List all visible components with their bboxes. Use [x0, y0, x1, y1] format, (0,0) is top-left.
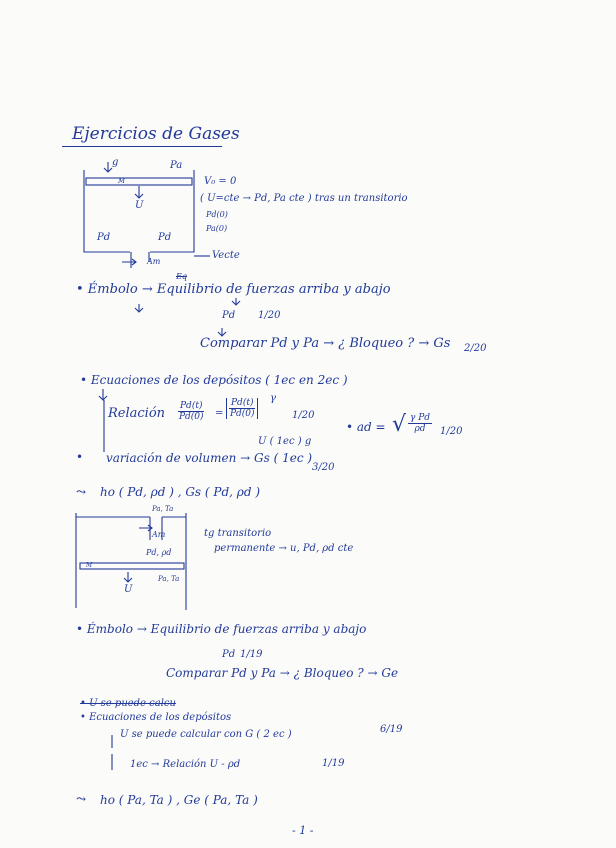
s1-relacion: Relación: [108, 406, 166, 421]
s1-fraction-1: [178, 401, 204, 422]
s1-result: ho ( Pd, ρd ) , Gs ( Pd, ρd ): [100, 485, 260, 499]
s2-score-1: 1/19: [240, 649, 263, 660]
s1-score-3: 1/20: [292, 410, 315, 421]
page-title: Ejercicios de Gases: [72, 124, 240, 144]
s1-frac2-num: Pd(t): [231, 398, 254, 408]
d1-label-pa: Pa: [170, 160, 183, 171]
s1-score-2: 2/20: [464, 343, 487, 354]
tank1-piston: [86, 178, 192, 185]
s1-equals: =: [215, 408, 224, 419]
s2-pd: Pd: [222, 649, 236, 660]
s1-pd: Pd: [222, 310, 236, 321]
bullet-icon: •: [76, 450, 84, 464]
s1-frac1-den: Pd(0): [178, 412, 204, 422]
d2-label-am: Am: [152, 530, 166, 539]
page-number: - 1 -: [292, 824, 314, 837]
s2-comparar: Comparar Pd y Pa → ¿ Bloqueo ? → Ge: [166, 666, 399, 680]
s1-comparar: Comparar Pd y Pa → ¿ Bloqueo ? → Gs: [200, 336, 451, 351]
s1-score-5: 3/20: [312, 462, 335, 473]
s2-u-calc: U se puede calcular con G ( 2 ec ): [120, 729, 292, 740]
d1-note-v0: V₀ = 0: [204, 176, 237, 187]
s1-score-1: 1/20: [258, 310, 281, 321]
s1-ad-label: • ad =: [346, 420, 386, 434]
s1-struck-word: Eq: [176, 272, 187, 281]
squiggle-arrow-icon: ⤳: [76, 485, 87, 499]
d1-label-am: Am: [147, 257, 161, 266]
s1-frac2-den: Pd(0): [229, 409, 255, 419]
d2-label-m: M: [86, 562, 93, 569]
tank1-right-wall: [150, 170, 194, 252]
tank1-g-arrow: [104, 162, 112, 172]
d1-note-transitorio: ( U=cte → Pd, Pa cte ) tras un transitorio: [200, 193, 408, 204]
d1-note-pa0: Pa(0): [206, 224, 228, 233]
s1-ad-den: ρd: [414, 424, 426, 434]
sqrt-icon: √: [392, 412, 407, 437]
d1-label-g: g: [112, 157, 119, 168]
s2-embolo-line: • Émbolo → Equilibrio de fuerzas arriba y abajo: [76, 622, 367, 636]
s1-frac1-num: Pd(t): [180, 401, 203, 411]
s1-ad-num: γ Pd: [410, 413, 431, 423]
d1-label-pd-right: Pd: [158, 232, 172, 243]
s1-u-2ec: U ( 1ec ) g: [258, 436, 312, 447]
d2-label-pd-pd: Pd, ρd: [146, 548, 172, 557]
d2-label-u: U: [124, 584, 133, 595]
tank2-piston: [80, 563, 184, 569]
d2-label-pa-ta2: Pa, Ta: [158, 575, 180, 583]
s1-gamma: γ: [270, 393, 276, 404]
s2-one-ec: 1ec → Relación U - ρd: [130, 759, 241, 770]
s2-ecuaciones: • Ecuaciones de los depósitos: [80, 712, 232, 723]
s2-score-2: 6/19: [380, 724, 403, 735]
s1-fraction-2: [226, 398, 258, 419]
arrow-down: [99, 389, 107, 400]
s1-embolo-line: • Émbolo → Equilibrio de fuerzas arriba y abajo: [76, 282, 391, 297]
d1-label-m: M: [118, 177, 126, 185]
d1-note-pd0: Pd(0): [206, 210, 228, 219]
d2-note-permanente: permanente → u, Pd, ρd cte: [214, 543, 354, 554]
d1-label-u: U: [135, 200, 144, 211]
tank2-in-arrow: [139, 525, 152, 531]
s1-ad-fraction: [408, 413, 432, 434]
s2-score-3: 1/19: [322, 758, 345, 769]
tank1-u-arrow: [135, 186, 143, 198]
s2-result: ho ( Pa, Ta ) , Ge ( Pa, Ta ): [100, 793, 258, 807]
squiggle-arrow-icon-2: ⤳: [76, 792, 87, 806]
s1-score-4: 1/20: [440, 426, 463, 437]
tank1-out-arrow: [122, 259, 136, 265]
d2-note-transitorio: tg transitorio: [204, 528, 272, 539]
s1-variacion: variación de volumen → Gs ( 1ec ): [106, 451, 313, 465]
s1-ecuaciones: • Ecuaciones de los depósitos ( 1ec en 2ec ): [80, 373, 348, 387]
s2-struck-line: • U se puede calcu: [80, 698, 176, 709]
d2-label-pa-ta: Pa, Ta: [152, 505, 174, 513]
d1-label-vecte: Vecte: [212, 250, 240, 261]
d1-label-pd-left: Pd: [97, 232, 111, 243]
tank2-u-arrow: [124, 572, 132, 582]
